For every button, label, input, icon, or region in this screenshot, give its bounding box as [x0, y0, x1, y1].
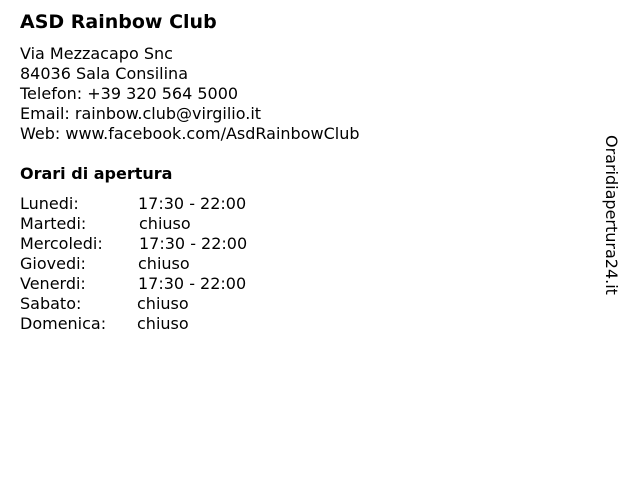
- day-hours: chiuso: [137, 314, 189, 333]
- contact-block: [20, 44, 360, 144]
- day-label: Sabato:: [20, 294, 82, 313]
- day-label: Martedi:: [20, 214, 87, 233]
- day-hours: chiuso: [137, 294, 189, 313]
- street-address: Via Mezzacapo Snc: [20, 44, 173, 63]
- city-address: 84036 Sala Consilina: [20, 64, 188, 83]
- day-label: Giovedi:: [20, 254, 86, 273]
- email-address: Email: rainbow.club@virgilio.it: [20, 104, 262, 123]
- opening-hours-heading: Orari di apertura: [20, 164, 173, 183]
- watermark-text: Oraridiapertura24.it: [602, 135, 621, 295]
- website-url: Web: www.facebook.com/AsdRainbowClub: [20, 124, 360, 143]
- site-watermark: [588, 135, 640, 310]
- day-hours: chiuso: [139, 214, 191, 233]
- day-hours: 17:30 - 22:00: [138, 274, 247, 293]
- day-hours: 17:30 - 22:00: [138, 194, 247, 213]
- phone-number: Telefon: +39 320 564 5000: [20, 84, 239, 103]
- day-hours: 17:30 - 22:00: [139, 234, 248, 253]
- day-label: Mercoledi:: [20, 234, 103, 253]
- day-label: Lunedi:: [20, 194, 79, 213]
- day-label: Venerdi:: [20, 274, 86, 293]
- day-hours: chiuso: [138, 254, 190, 273]
- day-label: Domenica:: [20, 314, 107, 333]
- business-name: ASD Rainbow Club: [20, 11, 217, 33]
